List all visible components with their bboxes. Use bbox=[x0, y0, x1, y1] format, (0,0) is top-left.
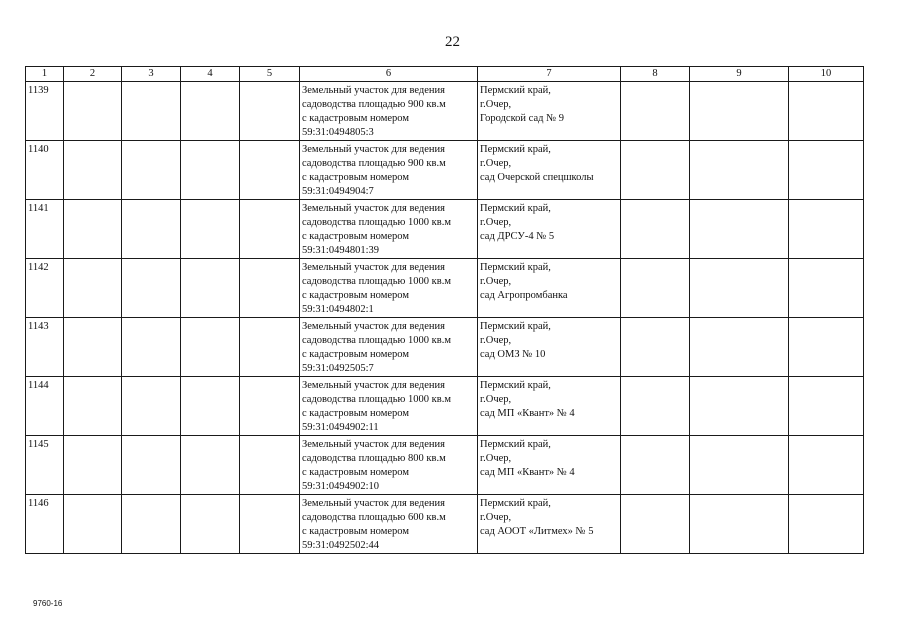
empty-cell-col-9 bbox=[690, 377, 789, 436]
empty-cell-col-8 bbox=[621, 259, 690, 318]
column-header-10: 10 bbox=[789, 67, 864, 82]
row-number: 1141 bbox=[26, 200, 64, 259]
empty-cell-col-8 bbox=[621, 82, 690, 141]
column-header-5: 5 bbox=[240, 67, 300, 82]
empty-cell-col-5 bbox=[240, 141, 300, 200]
empty-cell-col-2 bbox=[64, 82, 122, 141]
property-description bbox=[300, 318, 478, 377]
document-code: 9760-16 bbox=[33, 599, 63, 608]
empty-cell-col-3 bbox=[122, 200, 181, 259]
address-line: Пермский край, bbox=[480, 380, 551, 391]
description-line: Земельный участок для ведения bbox=[302, 262, 445, 273]
description-line: 59:31:0494902:10 bbox=[302, 481, 380, 492]
property-description bbox=[300, 436, 478, 495]
empty-cell-col-2 bbox=[64, 259, 122, 318]
property-address bbox=[478, 82, 621, 141]
address-line: сад ДРСУ-4 № 5 bbox=[480, 231, 555, 242]
address-line: сад МП «Квант» № 4 bbox=[480, 408, 575, 419]
address-line: г.Очер, bbox=[480, 217, 512, 228]
property-address bbox=[478, 259, 621, 318]
column-header-9: 9 bbox=[690, 67, 789, 82]
empty-cell-col-9 bbox=[690, 82, 789, 141]
empty-cell-col-3 bbox=[122, 318, 181, 377]
row-number: 1145 bbox=[26, 436, 64, 495]
empty-cell-col-8 bbox=[621, 377, 690, 436]
property-address bbox=[478, 495, 621, 554]
description-line: садоводства площадью 1000 кв.м bbox=[302, 335, 451, 346]
address-line: г.Очер, bbox=[480, 512, 512, 523]
table-row bbox=[26, 436, 864, 495]
property-description bbox=[300, 141, 478, 200]
empty-cell-col-2 bbox=[64, 141, 122, 200]
description-line: 59:31:0494902:11 bbox=[302, 422, 379, 433]
empty-cell-col-8 bbox=[621, 495, 690, 554]
row-number: 1144 bbox=[26, 377, 64, 436]
description-line: садоводства площадью 600 кв.м bbox=[302, 512, 446, 523]
empty-cell-col-8 bbox=[621, 141, 690, 200]
empty-cell-col-8 bbox=[621, 318, 690, 377]
empty-cell-col-4 bbox=[181, 141, 240, 200]
address-line: Пермский край, bbox=[480, 85, 551, 96]
address-line: Пермский край, bbox=[480, 262, 551, 273]
description-line: с кадастровым номером bbox=[302, 231, 409, 242]
address-line: г.Очер, bbox=[480, 99, 512, 110]
column-header-1: 1 bbox=[26, 67, 64, 82]
description-line: Земельный участок для ведения bbox=[302, 498, 445, 509]
description-line: садоводства площадью 1000 кв.м bbox=[302, 394, 451, 405]
column-header-7: 7 bbox=[478, 67, 621, 82]
row-number: 1146 bbox=[26, 495, 64, 554]
empty-cell-col-4 bbox=[181, 200, 240, 259]
address-line: Пермский край, bbox=[480, 203, 551, 214]
description-line: садоводства площадью 900 кв.м bbox=[302, 99, 446, 110]
address-line: г.Очер, bbox=[480, 394, 512, 405]
description-line: садоводства площадью 1000 кв.м bbox=[302, 217, 451, 228]
empty-cell-col-9 bbox=[690, 200, 789, 259]
description-line: садоводства площадью 1000 кв.м bbox=[302, 276, 451, 287]
column-header-8: 8 bbox=[621, 67, 690, 82]
address-line: сад ОМЗ № 10 bbox=[480, 349, 546, 360]
row-number: 1143 bbox=[26, 318, 64, 377]
property-address bbox=[478, 436, 621, 495]
description-line: 59:31:0494802:1 bbox=[302, 304, 374, 315]
empty-cell-col-2 bbox=[64, 495, 122, 554]
property-registry-table bbox=[25, 66, 864, 554]
address-line: Городской сад № 9 bbox=[480, 113, 564, 124]
address-line: г.Очер, bbox=[480, 453, 512, 464]
address-line: г.Очер, bbox=[480, 276, 512, 287]
empty-cell-col-5 bbox=[240, 259, 300, 318]
property-address bbox=[478, 200, 621, 259]
description-line: Земельный участок для ведения bbox=[302, 439, 445, 450]
empty-cell-col-4 bbox=[181, 259, 240, 318]
table-row bbox=[26, 141, 864, 200]
empty-cell-col-2 bbox=[64, 318, 122, 377]
description-line: Земельный участок для ведения bbox=[302, 321, 445, 332]
description-line: садоводства площадью 900 кв.м bbox=[302, 158, 446, 169]
address-line: г.Очер, bbox=[480, 158, 512, 169]
table-row bbox=[26, 318, 864, 377]
description-line: 59:31:0492505:7 bbox=[302, 363, 374, 374]
empty-cell-col-5 bbox=[240, 82, 300, 141]
address-line: Пермский край, bbox=[480, 144, 551, 155]
property-description bbox=[300, 82, 478, 141]
property-description bbox=[300, 259, 478, 318]
description-line: 59:31:0494805:3 bbox=[302, 127, 374, 138]
empty-cell-col-3 bbox=[122, 141, 181, 200]
description-line: 59:31:0492502:44 bbox=[302, 540, 380, 551]
description-line: Земельный участок для ведения bbox=[302, 85, 445, 96]
property-description bbox=[300, 200, 478, 259]
column-header-3: 3 bbox=[122, 67, 181, 82]
description-line: с кадастровым номером bbox=[302, 526, 409, 537]
row-number: 1142 bbox=[26, 259, 64, 318]
address-line: сад Очерской спецшколы bbox=[480, 172, 594, 183]
empty-cell-col-2 bbox=[64, 436, 122, 495]
empty-cell-col-8 bbox=[621, 200, 690, 259]
column-header-6: 6 bbox=[300, 67, 478, 82]
address-line: г.Очер, bbox=[480, 335, 512, 346]
description-line: с кадастровым номером bbox=[302, 408, 409, 419]
empty-cell-col-3 bbox=[122, 259, 181, 318]
description-line: 59:31:0494801:39 bbox=[302, 245, 380, 256]
empty-cell-col-5 bbox=[240, 436, 300, 495]
empty-cell-col-5 bbox=[240, 495, 300, 554]
description-line: 59:31:0494904:7 bbox=[302, 186, 374, 197]
description-line: Земельный участок для ведения bbox=[302, 144, 445, 155]
property-description bbox=[300, 377, 478, 436]
empty-cell-col-5 bbox=[240, 200, 300, 259]
address-line: сад Агропромбанка bbox=[480, 290, 568, 301]
address-line: сад МП «Квант» № 4 bbox=[480, 467, 575, 478]
description-line: Земельный участок для ведения bbox=[302, 380, 445, 391]
empty-cell-col-2 bbox=[64, 377, 122, 436]
description-line: с кадастровым номером bbox=[302, 290, 409, 301]
empty-cell-col-9 bbox=[690, 141, 789, 200]
empty-cell-col-4 bbox=[181, 318, 240, 377]
address-line: Пермский край, bbox=[480, 321, 551, 332]
empty-cell-col-4 bbox=[181, 436, 240, 495]
column-number-row bbox=[26, 67, 864, 82]
row-number: 1139 bbox=[26, 82, 64, 141]
empty-cell-col-10 bbox=[789, 141, 864, 200]
description-line: с кадастровым номером bbox=[302, 467, 409, 478]
row-number: 1140 bbox=[26, 141, 64, 200]
empty-cell-col-9 bbox=[690, 318, 789, 377]
table-row bbox=[26, 495, 864, 554]
table-row bbox=[26, 377, 864, 436]
table-row bbox=[26, 200, 864, 259]
table-row bbox=[26, 259, 864, 318]
empty-cell-col-9 bbox=[690, 259, 789, 318]
empty-cell-col-8 bbox=[621, 436, 690, 495]
property-address bbox=[478, 318, 621, 377]
empty-cell-col-10 bbox=[789, 259, 864, 318]
empty-cell-col-10 bbox=[789, 495, 864, 554]
empty-cell-col-4 bbox=[181, 82, 240, 141]
empty-cell-col-9 bbox=[690, 436, 789, 495]
description-line: с кадастровым номером bbox=[302, 349, 409, 360]
description-line: садоводства площадью 800 кв.м bbox=[302, 453, 446, 464]
property-address bbox=[478, 141, 621, 200]
empty-cell-col-9 bbox=[690, 495, 789, 554]
property-address bbox=[478, 377, 621, 436]
property-description bbox=[300, 495, 478, 554]
description-line: с кадастровым номером bbox=[302, 113, 409, 124]
empty-cell-col-3 bbox=[122, 436, 181, 495]
column-header-2: 2 bbox=[64, 67, 122, 82]
table-row bbox=[26, 82, 864, 141]
empty-cell-col-2 bbox=[64, 200, 122, 259]
description-line: с кадастровым номером bbox=[302, 172, 409, 183]
empty-cell-col-10 bbox=[789, 318, 864, 377]
empty-cell-col-4 bbox=[181, 495, 240, 554]
address-line: Пермский край, bbox=[480, 439, 551, 450]
page-number: 22 bbox=[445, 34, 460, 50]
empty-cell-col-5 bbox=[240, 377, 300, 436]
address-line: Пермский край, bbox=[480, 498, 551, 509]
address-line: сад АООТ «Литмех» № 5 bbox=[480, 526, 594, 537]
empty-cell-col-5 bbox=[240, 318, 300, 377]
table-body bbox=[26, 82, 864, 554]
empty-cell-col-3 bbox=[122, 377, 181, 436]
empty-cell-col-10 bbox=[789, 377, 864, 436]
empty-cell-col-10 bbox=[789, 436, 864, 495]
empty-cell-col-10 bbox=[789, 200, 864, 259]
empty-cell-col-3 bbox=[122, 495, 181, 554]
column-header-4: 4 bbox=[181, 67, 240, 82]
empty-cell-col-3 bbox=[122, 82, 181, 141]
empty-cell-col-10 bbox=[789, 82, 864, 141]
description-line: Земельный участок для ведения bbox=[302, 203, 445, 214]
empty-cell-col-4 bbox=[181, 377, 240, 436]
